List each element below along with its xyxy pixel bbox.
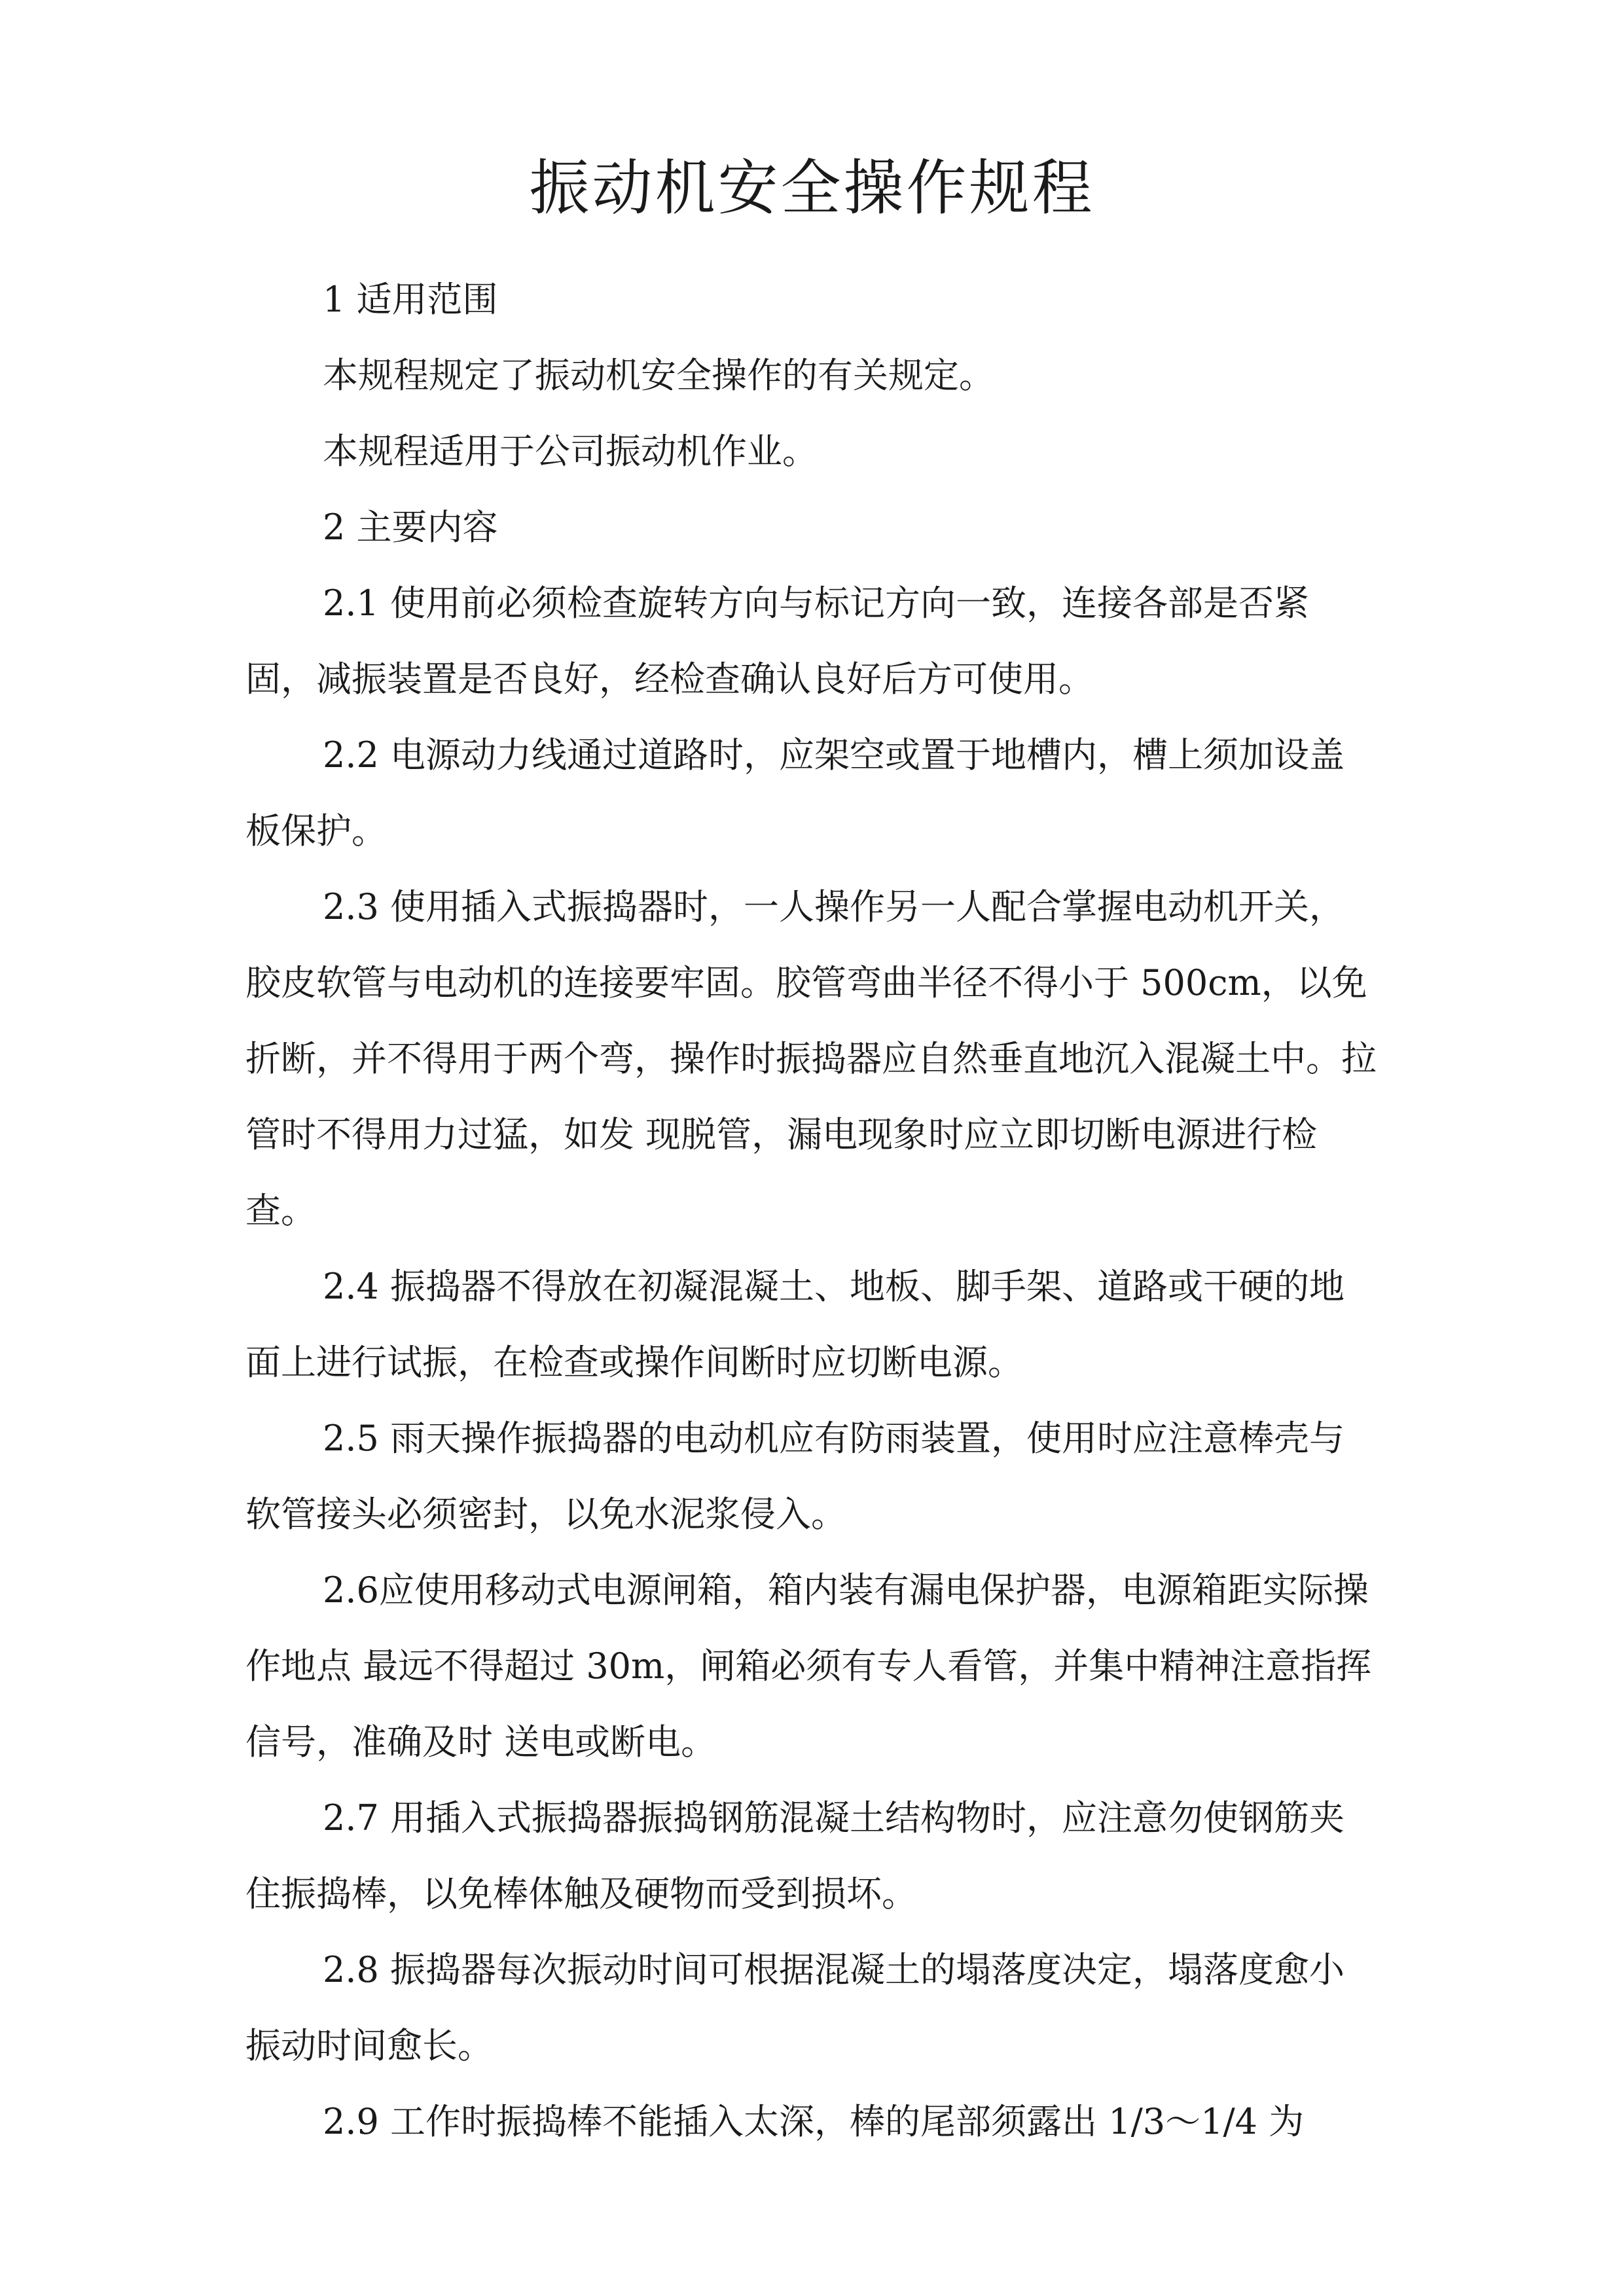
section-heading-scope: 1 适用范围 [323, 279, 498, 320]
clause-2-2: 2.2 电源动力线通过道路时，应架空或置于地槽内，槽上须加设盖板保护。 [245, 734, 1345, 852]
document-body [245, 262, 1378, 2160]
clause-2-5: 2.5 雨天操作振捣器的电动机应有防雨装置，使用时应注意棒壳与软管接头必须密封，以免水泥浆侵入。 [245, 1418, 1345, 1535]
clause-2-3: 2.3 使用插入式振捣器时，一人操作另一人配合掌握电动机开关，胶皮软管与电动机的连接要牢固。胶管弯曲半径不得小于 500cm，以免折断，并不得用于两个弯，操作时振捣器应自然垂直地沉入混凝土中。拉管时不得用力过猛，如发 现脱管，漏电现象时应立即切断电源进行检查。 [245, 886, 1377, 1231]
page-title: 振动机安全操作规程 [529, 153, 1095, 223]
clause-2-6: 2.6应使用移动式电源闸箱，箱内装有漏电保护器，电源箱距实际操作地点 最远不得超过 30m，闸箱必须有专人看管，并集中精神注意指挥信号，准确及时 送电或断电。 [245, 1570, 1372, 1763]
paragraph: 本规程规定了振动机安全操作的有关规定。 [323, 355, 994, 396]
clause-2-4: 2.4 振捣器不得放在初凝混凝土、地板、脚手架、道路或干硬的地面上进行试振，在检查或操作间断时应切断电源。 [245, 1266, 1345, 1383]
section-heading-content: 2 主要内容 [323, 507, 498, 548]
clause-2-8: 2.8 振捣器每次振动时间可根据混凝土的塌落度决定，塌落度愈小振动时间愈长。 [245, 1949, 1345, 2066]
paragraph: 本规程适用于公司振动机作业。 [323, 431, 818, 472]
clause-2-7: 2.7 用插入式振捣器振捣钢筋混凝土结构物时，应注意勿使钢筋夹住振捣棒，以免棒体触及硬物而受到损坏。 [245, 1797, 1345, 1914]
clause-2-9: 2.9 工作时振捣棒不能插入太深，棒的尾部须露出 1/3〜1/4 为 [323, 2101, 1305, 2142]
clause-2-1: 2.1 使用前必须检查旋转方向与标记方向一致，连接各部是否紧固，减振装置是否良好，经检查确认良好后方可使用。 [245, 583, 1310, 700]
